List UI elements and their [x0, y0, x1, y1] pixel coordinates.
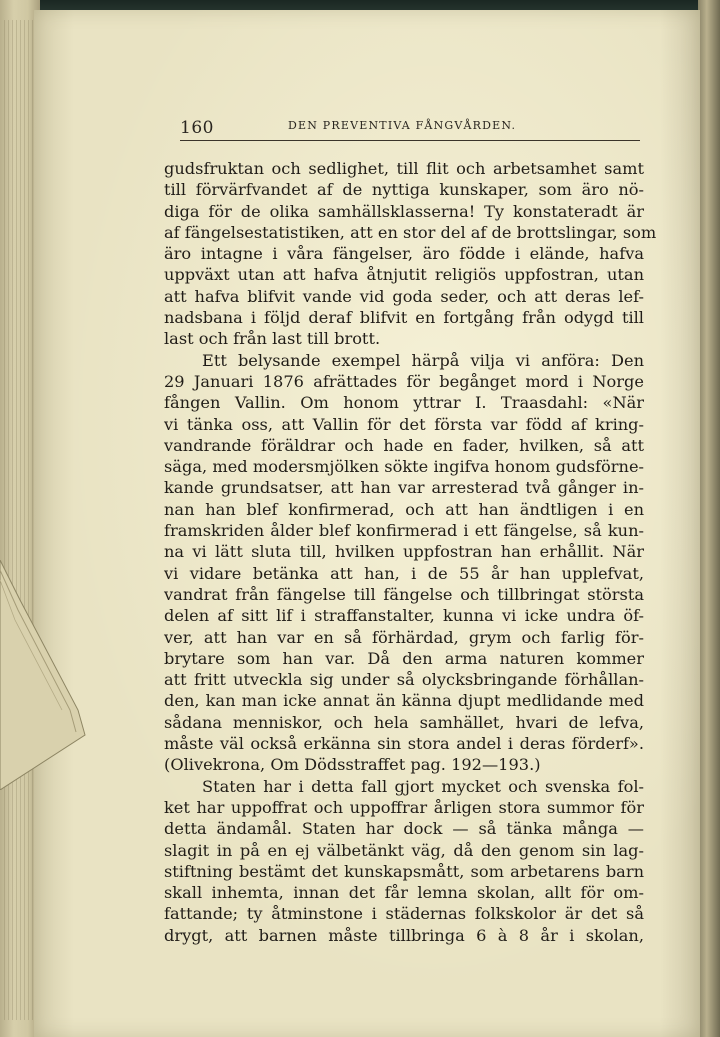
- text-line: fattande; ty åtminstone i städernas folkskolor är det så: [164, 904, 644, 924]
- text-line: att fritt utveckla sig under så olycksbringande förhållan-: [164, 670, 644, 690]
- text-line: vandrande föräldrar och hade en fader, hvilken, så att: [164, 435, 644, 455]
- text-line: vi vidare betänka att han, i de 55 år han upplefvat,: [164, 563, 644, 583]
- text-line: delen af sitt lif i straffanstalter, kunna vi icke undra öf-: [164, 606, 644, 626]
- text-line: skall inhemta, innan det får lemna skolan, allt för om-: [164, 883, 644, 903]
- text-line: kande grundsatser, att han var arresterad två gånger in-: [164, 478, 644, 498]
- text-line: brytare som han var. Då den arma naturen kommer: [164, 648, 644, 668]
- text-line: Staten har i detta fall gjort mycket och svenska fol-: [202, 776, 644, 796]
- text-line: Ett belysande exempel härpå vilja vi anföra: Den: [202, 350, 644, 370]
- text-line: nadsbana i följd deraf blifvit en fortgång från odygd till: [164, 308, 644, 328]
- body-text: [164, 158, 657, 946]
- page-header: [180, 110, 640, 140]
- text-line: äro intagne i våra fängelser, äro födde i elände, hafva: [164, 244, 644, 264]
- text-line: detta ändamål. Staten har dock — så tänka många —: [164, 819, 644, 839]
- text-line: vi tänka oss, att Vallin för det första var född af kring-: [164, 414, 644, 434]
- text-line: framskriden ålder blef konfirmerad i ett fängelse, så kun-: [164, 521, 644, 541]
- text-line: diga för de olika samhällsklasserna! Ty konstateradt är: [164, 201, 644, 221]
- paragraph: [164, 158, 657, 350]
- book-page-edges-right: [698, 0, 720, 1037]
- text-line: 29 Januari 1876 afrättades för begånget mord i Norge: [164, 371, 644, 391]
- text-line: af fängelsestatistiken, att en stor del af de brottslingar, som: [164, 222, 657, 242]
- page-edge-lines: [4, 20, 34, 1020]
- text-line: sådana menniskor, och hela samhället, hvari de lefva,: [164, 712, 644, 732]
- text-line: fången Vallin. Om honom yttrar I. Traasdahl: «När: [164, 393, 644, 413]
- text-line: ket har uppoffrat och uppoffrar årligen stora summor för: [164, 797, 644, 817]
- paragraph: [164, 350, 644, 776]
- running-head: DEN PREVENTIVA FÅNGVÅRDEN.: [288, 119, 517, 132]
- page-number: 160: [180, 118, 214, 138]
- text-line: drygt, att barnen måste tillbringa 6 à 8 år i skolan,: [164, 925, 644, 945]
- header-rule: [180, 140, 640, 141]
- text-line: slagit in på en ej välbetänkt väg, då den genom sin lag-: [164, 840, 644, 860]
- text-line: den, kan man icke annat än känna djupt medlidande med: [164, 691, 644, 711]
- text-line: na vi lätt sluta till, hvilken uppfostran han erhållit. När: [164, 542, 644, 562]
- text-line: gudsfruktan och sedlighet, till flit och arbetsamhet samt: [164, 159, 644, 178]
- text-line: nan han blef konfirmerad, och att han ändtligen i en: [164, 499, 644, 519]
- text-line: att hafva blifvit vande vid goda seder, och att deras lef-: [164, 286, 644, 306]
- text-line: uppväxt utan att hafva åtnjutit religiös uppfostran, utan: [164, 265, 644, 285]
- text-line: till förvärfvandet af de nyttiga kunskaper, som äro nö-: [164, 180, 644, 200]
- text-line: måste väl också erkänna sin stora andel i deras förderf».: [164, 734, 644, 754]
- text-line: säga, med modersmjölken sökte ingifva honom gudsförne-: [164, 457, 644, 477]
- text-line: vandrat från fängelse till fängelse och tillbringat största: [164, 584, 644, 604]
- text-line: ver, att han var en så förhärdad, grym och farlig för-: [164, 627, 644, 647]
- paragraph: [164, 776, 644, 946]
- text-line: last och från last till brott.: [164, 329, 381, 349]
- text-line: (Olivekrona, Om Dödsstraffet pag. 192—193.): [164, 755, 541, 775]
- text-line: stiftning bestämt det kunskapsmått, som arbetarens barn: [164, 861, 644, 881]
